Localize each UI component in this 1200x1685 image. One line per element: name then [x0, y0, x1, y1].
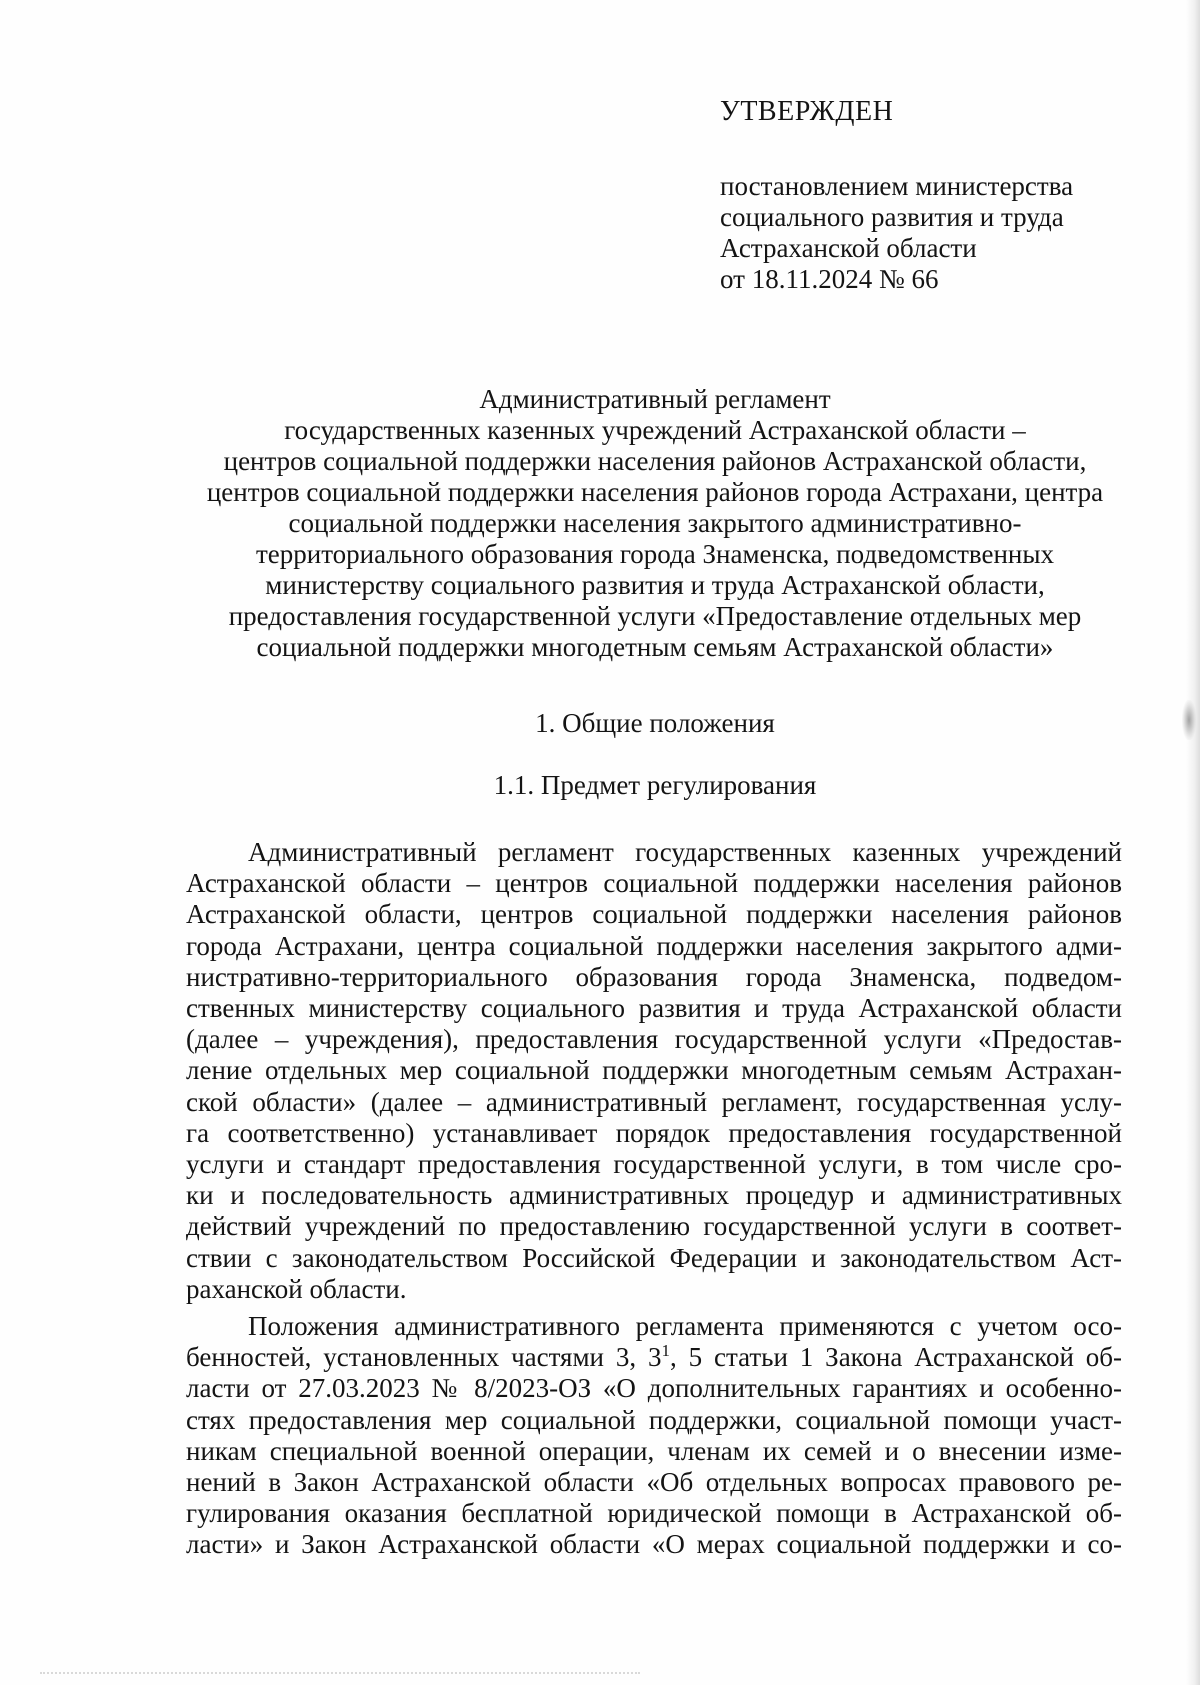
paragraph-line: нистративно-территориального образования города Знаменска, подведом-: [186, 961, 1122, 992]
paragraph-text: , 5 статьи 1 Закона Астраханской об-: [670, 1342, 1122, 1373]
paragraph-2: [186, 1311, 1122, 1561]
paragraph-line: никам специальной военной операции, членам их семей и о внесении изме-: [186, 1435, 1122, 1466]
regulation-title-line: министерству социального развития и труда Астраханской области,: [265, 570, 1045, 600]
regulation-title-line: социальной поддержки населения закрытого административно-: [288, 508, 1022, 538]
paragraph-line: стях предоставления мер социальной поддержки, социальной помощи участ-: [186, 1404, 1122, 1435]
regulation-title: [150, 384, 1160, 663]
section-heading-general: 1. Общие положения: [535, 708, 775, 738]
paragraph-line: га соответственно) устанавливает порядок предоставления государственной: [186, 1117, 1122, 1148]
paragraph-line: (далее – учреждения), предоставления государственной услуги «Предостав-: [186, 1024, 1122, 1055]
approval-title: УТВЕРЖДЕН: [720, 96, 894, 127]
regulation-title-line: Административный регламент: [479, 384, 831, 414]
paragraph-1: [186, 837, 1122, 1305]
regulation-title-line: государственных казенных учреждений Астраханской области –: [284, 415, 1026, 445]
paragraph-line: [186, 1342, 1122, 1373]
regulation-title-line: территориального образования города Знаменска, подведомственных: [256, 539, 1054, 569]
paragraph-line: города Астрахани, центра социальной поддержки населения закрытого адми-: [186, 930, 1122, 961]
regulation-title-line: предоставления государственной услуги «Предоставление отдельных мер: [228, 601, 1082, 631]
paragraph-line: ки и последовательность административных процедур и административных: [186, 1180, 1122, 1211]
regulation-title-line: социальной поддержки многодетным семьям Астраханской области»: [256, 632, 1054, 662]
paragraph-line: ской области» (далее – административный регламент, государственная услу-: [186, 1086, 1122, 1117]
paragraph-line: услуги и стандарт предоставления государственной услуги, в том числе сро-: [186, 1149, 1122, 1180]
approval-stamp-block: [720, 96, 1140, 295]
paragraph-text: бенностей, установленных частями 3, 3: [186, 1342, 662, 1373]
paragraph-line: Астраханской области, центров социальной поддержки населения районов: [186, 899, 1122, 930]
approval-line: постановлением министерства: [720, 171, 1074, 201]
paragraph-line: гулирования оказания бесплатной юридической помощи в Астраханской об-: [186, 1498, 1122, 1529]
scan-edge: [1186, 0, 1200, 1685]
paragraph-line: ствии с законодательством Российской Федерации и законодательством Аст-: [186, 1242, 1122, 1273]
paragraph-line: действий учреждений по предоставлению государственной услуги в соответ-: [186, 1211, 1122, 1242]
approval-line: социального развития и труда: [720, 202, 1064, 232]
paragraph-line: Административный регламент государственных казенных учреждений: [248, 837, 1122, 867]
body-text: [186, 837, 1122, 1561]
scan-smudge: [1182, 700, 1196, 740]
paragraph-line: ление отдельных мер социальной поддержки многодетным семьям Астрахан-: [186, 1055, 1122, 1086]
regulation-title-line: центров социальной поддержки населения районов города Астрахани, центра: [206, 477, 1104, 507]
paragraph-line: Астраханской области – центров социальной поддержки населения районов: [186, 868, 1122, 899]
paragraph-line: ласти» и Закон Астраханской области «О мерах социальной поддержки и со-: [186, 1529, 1122, 1560]
paragraph-line: раханской области.: [186, 1273, 407, 1304]
paragraph-line: нений в Закон Астраханской области «Об отдельных вопросах правового ре-: [186, 1467, 1122, 1498]
paragraph-line: ственных министерству социального развития и труда Астраханской области: [186, 993, 1122, 1024]
section-heading-subject: 1.1. Предмет регулирования: [493, 770, 817, 800]
approval-date-number: от 18.11.2024 № 66: [720, 264, 939, 294]
approval-line: Астраханской области: [720, 233, 977, 263]
scan-bottom-artifact: [40, 1672, 640, 1676]
regulation-title-line: центров социальной поддержки населения районов Астраханской области,: [223, 446, 1087, 476]
paragraph-line: ласти от 27.03.2023 № 8/2023-ОЗ «О дополнительных гарантиях и особенно-: [186, 1373, 1122, 1404]
superscript: 1: [661, 1341, 670, 1361]
paragraph-line: Положения административного регламента применяются с учетом осо-: [248, 1311, 1122, 1342]
